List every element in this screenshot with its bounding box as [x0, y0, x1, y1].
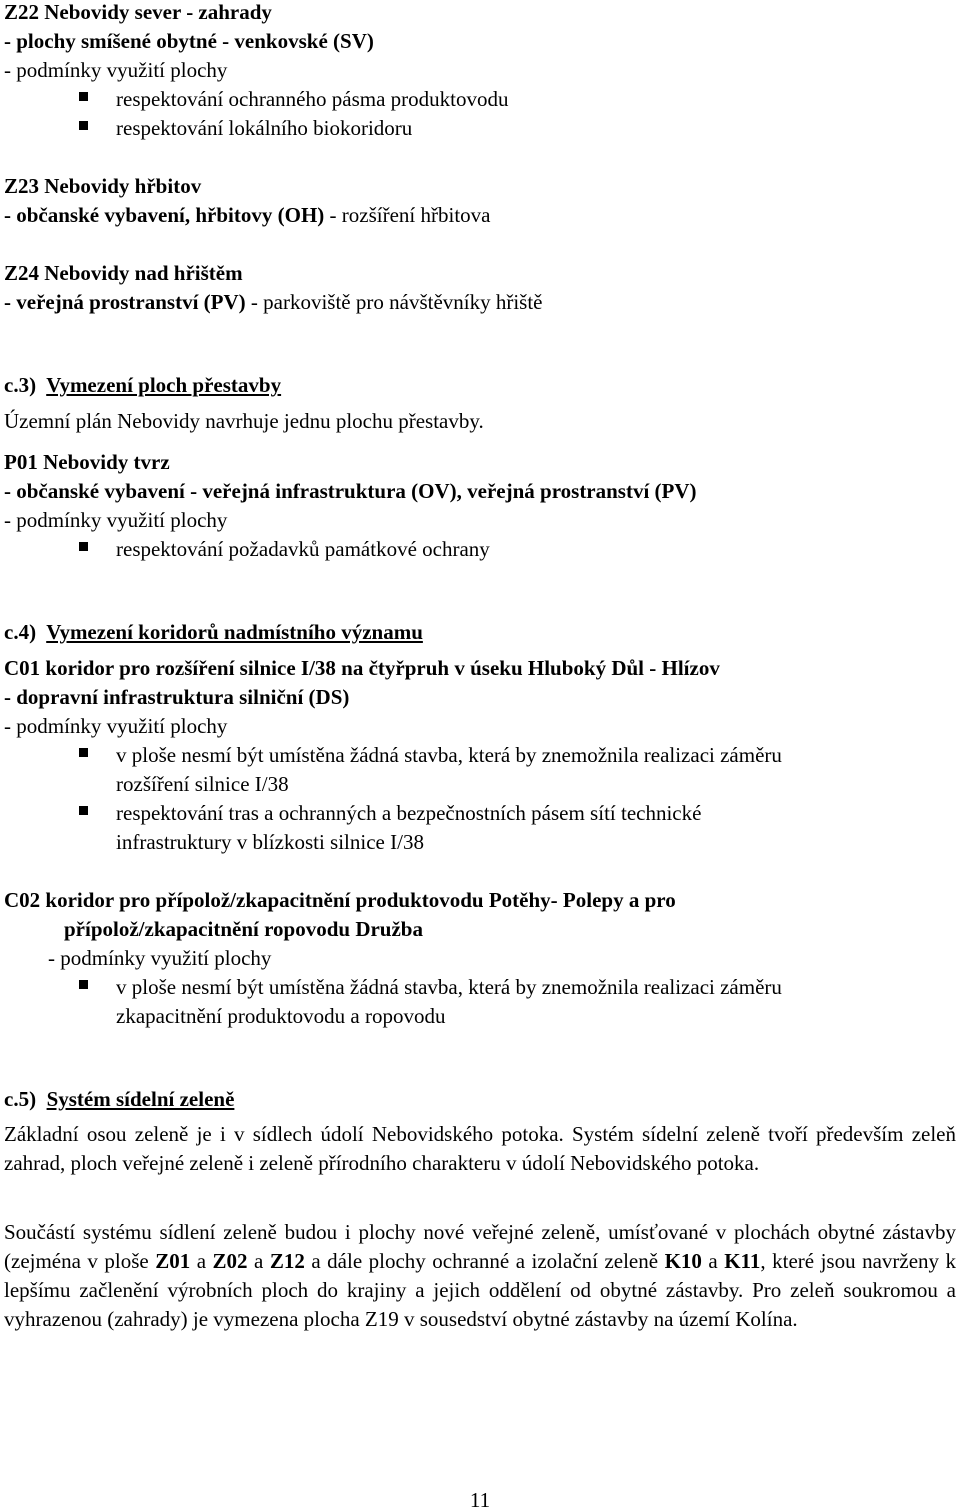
page-number: 11 — [469, 1488, 491, 1512]
z24-use-line: - veřejná prostranství (PV) - parkoviště pro návštěvníky hřiště — [4, 290, 543, 314]
c02-bullet-b: zkapacitnění produktovodu a ropovodu — [116, 1004, 446, 1028]
c5-paragraph-1: Základní osou zeleně je i v sídlech údolí Nebovidského potoka. Systém sídelní zeleně tvoří především zeleň zahrad, ploch veřejné zeleně i zeleně přírodního charakteru v údolí Nebovidského potoka. — [4, 1122, 956, 1175]
c01-use-line: - dopravní infrastruktura silniční (DS) — [4, 685, 350, 709]
z22-use-line: - plochy smíšené obytné - venkovské (SV) — [4, 29, 374, 53]
z22-title: Z22 Nebovidy sever - zahrady — [4, 0, 272, 24]
c02-conditions-line: - podmínky využití plochy — [48, 946, 272, 970]
z23-use-line: - občanské vybavení, hřbitovy (OH) - rozšíření hřbitova — [4, 203, 491, 227]
p01-bullet: respektování požadavků památkové ochrany — [116, 537, 490, 561]
c4-heading: c.4) Vymezení koridorů nadmístního významu — [4, 620, 423, 644]
bullet-square-icon — [79, 806, 88, 815]
p01-use-line: - občanské vybavení - veřejná infrastruktura (OV), veřejná prostranství (PV) — [4, 479, 697, 503]
bullet-square-icon — [79, 92, 88, 101]
c01-title: C01 koridor pro rozšíření silnice I/38 na čtyřpruh v úseku Hluboký Důl - Hlízov — [4, 656, 720, 680]
p01-conditions-line: - podmínky využití plochy — [4, 508, 228, 532]
z22-bullet-2: respektování lokálního biokoridoru — [116, 116, 413, 140]
c01-bullet-1a: v ploše nesmí být umístěna žádná stavba, která by znemožnila realizaci záměru — [116, 743, 782, 767]
c01-bullet-2a: respektování tras a ochranných a bezpečnostních pásem sítí technické — [116, 801, 702, 825]
bullet-square-icon — [79, 748, 88, 757]
z23-title: Z23 Nebovidy hřbitov — [4, 174, 202, 198]
bullet-square-icon — [79, 121, 88, 130]
c5-heading: c.5) Systém sídelní zeleně — [4, 1087, 235, 1111]
c01-conditions-line: - podmínky využití plochy — [4, 714, 228, 738]
c3-intro: Územní plán Nebovidy navrhuje jednu plochu přestavby. — [4, 409, 484, 433]
bullet-square-icon — [79, 542, 88, 551]
bullet-square-icon — [79, 980, 88, 989]
z22-conditions-line: - podmínky využití plochy — [4, 58, 228, 82]
c01-bullet-2b: infrastruktury v blízkosti silnice I/38 — [116, 830, 424, 854]
c01-bullet-1b: rozšíření silnice I/38 — [116, 772, 289, 796]
c5-paragraph-2: Součástí systému sídlení zeleně budou i plochy nové veřejné zeleně, umísťované v plochách obytné zástavby (zejména v ploše Z01 a Z02 a Z12 a dále plochy ochranné a izolační zeleně K10 a K11, které jsou navrženy k lepšímu začlenění výrobních ploch do krajiny a jejich oddělení od obytné zástavby. Pro zeleň soukromou a vyhrazenou (zahrady) je vymezena plocha Z19 v sousedství obytné zástavby na území Kolína. — [4, 1220, 957, 1331]
c02-title-b: přípolož/zkapacitnění ropovodu Družba — [64, 917, 423, 941]
z24-title: Z24 Nebovidy nad hřištěm — [4, 261, 243, 285]
c3-heading: c.3) Vymezení ploch přestavby — [4, 373, 282, 397]
c02-title-a: C02 koridor pro přípolož/zkapacitnění produktovodu Potěhy- Polepy a pro — [4, 888, 676, 912]
z22-bullet-1: respektování ochranného pásma produktovodu — [116, 87, 509, 111]
c02-bullet-a: v ploše nesmí být umístěna žádná stavba, která by znemožnila realizaci záměru — [116, 975, 782, 999]
p01-title: P01 Nebovidy tvrz — [4, 450, 170, 474]
